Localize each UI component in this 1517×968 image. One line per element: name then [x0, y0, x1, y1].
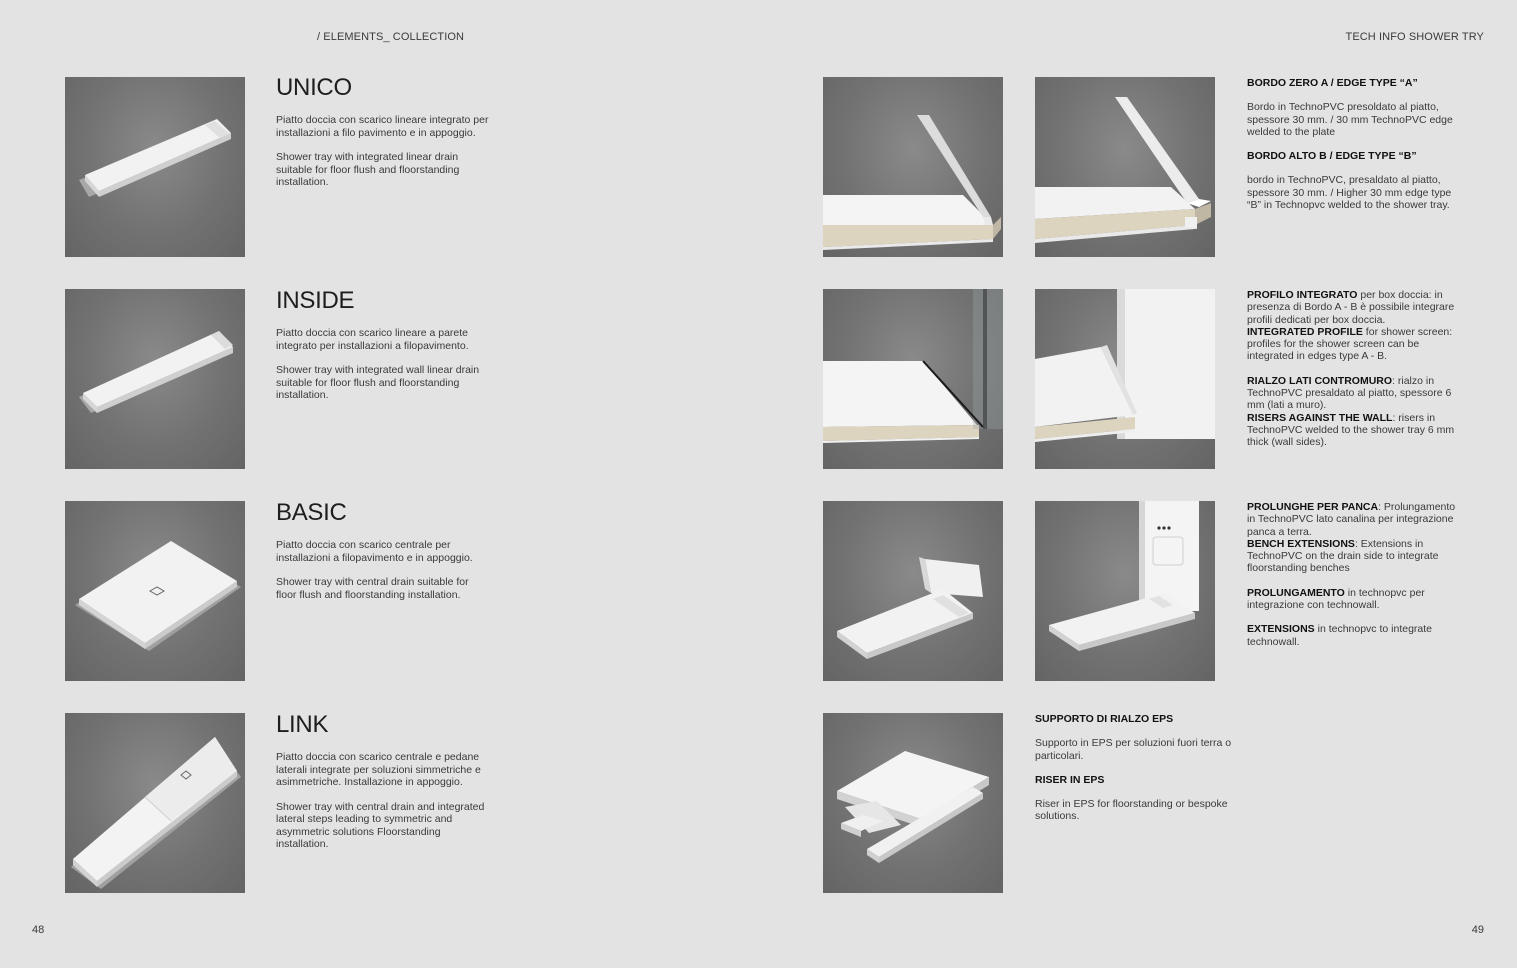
product-description-it: Piatto doccia con scarico centrale per installazioni a filopavimento e in appoggio.: [276, 539, 473, 564]
bench-ext-it-label: PROLUNGHE PER PANCA: [1247, 501, 1379, 513]
integrated-profile-photo: [823, 289, 1003, 469]
eps-riser-text: Riser in EPS for floorstanding or bespoke solutions.: [1035, 798, 1228, 823]
profiles-info: [1247, 289, 1459, 449]
page-number-right: 49: [1471, 924, 1484, 936]
profile-it-label: PROFILO INTEGRATO: [1247, 289, 1358, 301]
eps-riser-title: RISER IN EPS: [1035, 773, 1105, 786]
technowall-ext-en-label: EXTENSIONS: [1247, 623, 1315, 636]
edge-type-b-photo: [1035, 77, 1215, 257]
product-description-en: Shower tray with central drain suitable for floor flush and floorstanding installation.: [276, 576, 469, 601]
link-tray-photo: [65, 713, 245, 893]
product-description-it: Piatto doccia con scarico lineare integrato per installazioni a filo pavimento e in appoggio.: [276, 114, 489, 139]
bench-extension-photo: [823, 501, 1003, 681]
eps-support-title: SUPPORTO DI RIALZO EPS: [1035, 713, 1174, 725]
eps-support-info: [1035, 713, 1247, 823]
edge-type-a-photo: [823, 77, 1003, 257]
section-breadcrumb: / ELEMENTS_ COLLECTION: [317, 31, 465, 43]
product-description-en: Shower tray with integrated linear drain suitable for floor flush and floorstanding installation.: [276, 151, 460, 188]
product-description-it: Piatto doccia con scarico centrale e pedane laterali integrate per soluzioni simmetriche e asimmetriche. Installazione in appoggio.: [276, 751, 481, 788]
technowall-extension-photo: [1035, 501, 1215, 681]
edge-type-a-text: Bordo in TechnoPVC presoldato al piatto, spessore 30 mm. / 30 mm TechnoPVC edge welded to the plate: [1247, 101, 1453, 138]
edge-type-b-title: BORDO ALTO B / EDGE TYPE “B”: [1247, 150, 1417, 163]
product-title: INSIDE: [276, 287, 355, 314]
risers-it-text: : rialzo in TechnoPVC presaldato al piatto, spessore 6 mm (lati a muro).: [1247, 374, 1452, 412]
bench-ext-en-label: BENCH EXTENSIONS: [1247, 537, 1355, 550]
product-title: BASIC: [276, 499, 347, 526]
edge-types-info: [1247, 77, 1459, 211]
section-title: TECH INFO SHOWER TRY: [1345, 31, 1484, 43]
product-link: [276, 711, 491, 863]
technowall-ext-en-text: in technopvc to integrate technowall.: [1247, 623, 1433, 648]
page-number-left: 48: [32, 924, 45, 936]
technowall-ext-it-label: PROLUNGAMENTO: [1247, 586, 1345, 599]
product-unico: [276, 74, 491, 201]
product-basic: [276, 499, 491, 613]
extensions-info: [1247, 501, 1459, 648]
product-title: UNICO: [276, 74, 352, 101]
profile-en-label: INTEGRATED PROFILE: [1247, 325, 1363, 338]
product-description-en: Shower tray with central drain and integrated lateral steps leading to symmetric and asymmetric solutions Floorstanding installation.: [276, 800, 485, 850]
profile-it-text: per box doccia: in presenza di Bordo A - B è possibile integrare profili dedicati per box doccia.: [1247, 289, 1455, 326]
edge-type-b-text: bordo in TechnoPVC, presaldato al piatto, spessore 30 mm. / Higher 30 mm edge type “B” in Technopvc welded to the shower tray.: [1247, 174, 1452, 212]
risers-en-label: RISERS AGAINST THE WALL: [1247, 411, 1393, 424]
eps-support-photo: [823, 713, 1003, 893]
profile-en-text: for shower screen: profiles for the shower screen can be integrated in edges type A - B.: [1247, 325, 1453, 363]
technowall-ext-it-text: in technopvc per integrazione con technowall.: [1247, 586, 1425, 612]
bench-ext-en-text: : Extensions in TechnoPVC on the drain side to integrate floorstanding benches: [1247, 537, 1439, 575]
edge-type-a-title: BORDO ZERO A / EDGE TYPE “A”: [1247, 77, 1418, 89]
product-inside: [276, 287, 491, 414]
inside-tray-photo: [65, 289, 245, 469]
eps-support-text: Supporto in EPS per soluzioni fuori terra o particolari.: [1035, 737, 1232, 762]
basic-tray-photo: [65, 501, 245, 681]
unico-tray-photo: [65, 77, 245, 257]
wall-risers-photo: [1035, 289, 1215, 469]
bench-ext-it-text: : Prolungamento in TechnoPVC lato canalina per integrazione panca a terra.: [1247, 501, 1456, 538]
product-title: LINK: [276, 711, 329, 738]
product-description-it: Piatto doccia con scarico lineare a parete integrato per installazioni a filopavimento.: [276, 327, 469, 352]
product-description-en: Shower tray with integrated wall linear drain suitable for floor flush and floorstanding installation.: [276, 364, 480, 401]
risers-it-label: RIALZO LATI CONTROMURO: [1247, 374, 1393, 387]
risers-en-text: : risers in TechnoPVC welded to the shower tray 6 mm thick (wall sides).: [1247, 411, 1455, 449]
